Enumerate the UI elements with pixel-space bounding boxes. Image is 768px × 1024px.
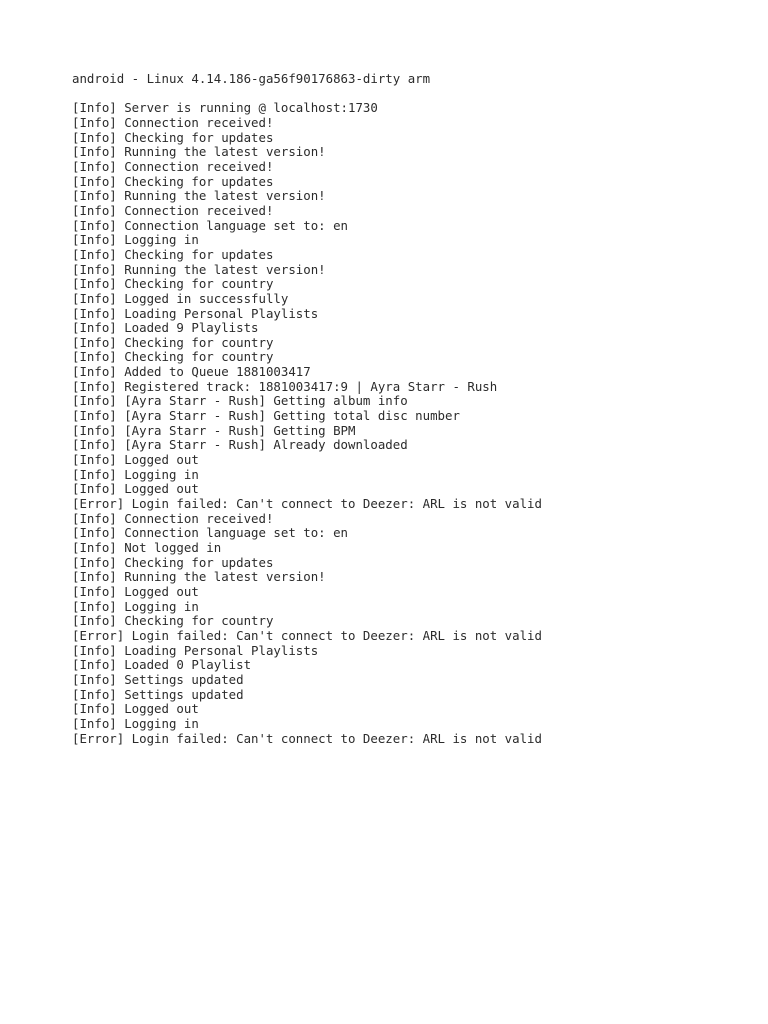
log-line: [Info] Logging in <box>72 466 199 482</box>
log-line: [Info] Logging in <box>72 598 199 614</box>
log-list <box>72 101 748 746</box>
log-line: [Info] Checking for country <box>72 276 274 292</box>
log-line: [Info] Checking for updates <box>72 173 274 189</box>
log-line: [Info] Running the latest version! <box>72 261 326 277</box>
log-line: [Info] [Ayra Starr - Rush] Getting album info <box>72 393 408 409</box>
log-line: [Error] Login failed: Can't connect to Deezer: ARL is not valid <box>72 730 542 746</box>
system-info-line: android - Linux 4.14.186-ga56f90176863-dirty arm <box>72 71 431 86</box>
log-line: [Info] Loaded 9 Playlists <box>72 320 259 336</box>
log-line: [Info] Checking for updates <box>72 246 274 262</box>
log-line: [Info] Connection received! <box>72 202 274 218</box>
log-line: [Info] Connection received! <box>72 114 274 130</box>
log-line: [Error] Login failed: Can't connect to Deezer: ARL is not valid <box>72 627 542 643</box>
log-line: [Info] Connection received! <box>72 158 274 174</box>
log-line: [Info] Loaded 0 Playlist <box>72 657 252 673</box>
log-line: [Info] Logging in <box>72 715 199 731</box>
log-line: [Info] Server is running @ localhost:1730 <box>72 100 378 116</box>
log-line: [Info] Settings updated <box>72 671 244 687</box>
log-line: [Info] Added to Queue 1881003417 <box>72 364 311 380</box>
log-line: [Info] Checking for updates <box>72 554 274 570</box>
log-line: [Info] Connection language set to: en <box>72 217 349 233</box>
log-line: [Info] [Ayra Starr - Rush] Already downloaded <box>72 437 408 453</box>
log-line: [Info] Checking for country <box>72 334 274 350</box>
log-line: [Info] Checking for country <box>72 613 274 629</box>
log-line: [Info] Settings updated <box>72 686 244 702</box>
log-line: [Info] Logged out <box>72 701 199 717</box>
log-line: [Info] Connection received! <box>72 510 274 526</box>
log-line: [Error] Login failed: Can't connect to Deezer: ARL is not valid <box>72 496 542 512</box>
log-line: [Info] Checking for updates <box>72 129 274 145</box>
log-line: [Info] Checking for country <box>72 349 274 365</box>
log-line: [Info] Running the latest version! <box>72 144 326 160</box>
log-line: [Info] [Ayra Starr - Rush] Getting total disc number <box>72 408 460 424</box>
log-line: [Info] Registered track: 1881003417:9 | Ayra Starr - Rush <box>72 378 498 394</box>
log-line: [Info] Running the latest version! <box>72 188 326 204</box>
log-line: [Info] Loading Personal Playlists <box>72 305 319 321</box>
log-line: [Info] Logging in <box>72 232 199 248</box>
log-line: [Info] Running the latest version! <box>72 569 326 585</box>
log-line: [Info] Logged out <box>72 481 199 497</box>
blank-line <box>72 87 748 102</box>
log-document <box>72 72 748 746</box>
log-line: [Info] Logged in successfully <box>72 290 289 306</box>
log-line: [Info] [Ayra Starr - Rush] Getting BPM <box>72 422 356 438</box>
log-line: [Info] Not logged in <box>72 540 222 555</box>
log-line: [Info] Logged out <box>72 583 199 599</box>
log-line: [Info] Logged out <box>72 452 199 468</box>
log-line: [Info] Connection language set to: en <box>72 525 349 541</box>
log-line: [Info] Loading Personal Playlists <box>72 642 319 658</box>
